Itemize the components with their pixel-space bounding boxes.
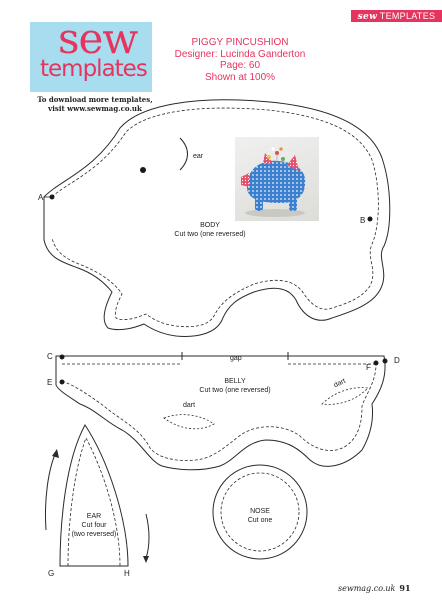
eye-mark	[140, 167, 146, 173]
body-seam-line	[52, 108, 378, 327]
logo-sew: sew	[58, 14, 138, 63]
belly-point-e-mark	[60, 380, 65, 385]
belly-point-c-mark	[60, 355, 65, 360]
dart-left-label: dart	[183, 402, 196, 409]
dart-right-label: dart	[332, 377, 347, 390]
pattern-designer: Designer: Lucinda Ganderton	[174, 48, 306, 60]
header-brand: sew	[357, 12, 378, 22]
belly-point-d-mark	[383, 359, 388, 364]
belly-name: BELLY	[224, 378, 246, 385]
pattern-scale: Shown at 100%	[204, 71, 276, 83]
footer-page-number: 91	[399, 583, 411, 593]
header-section: TEMPLATES	[379, 11, 436, 21]
ear-name: EAR	[86, 513, 102, 520]
dart-left-shape	[164, 415, 214, 429]
ear-outline	[60, 425, 128, 566]
belly-piece	[56, 352, 388, 470]
body-name: BODY	[200, 222, 220, 229]
body-instruction: Cut two (one reversed)	[174, 231, 246, 238]
point-h-label: H	[124, 569, 130, 578]
point-b-label: B	[360, 216, 366, 225]
belly-outline	[56, 356, 385, 470]
nose-instruction: Cut one	[247, 517, 273, 524]
belly-instruction: Cut two (one reversed)	[199, 387, 271, 394]
nose-name: NOSE	[250, 508, 270, 515]
logo-templates: templates	[40, 56, 147, 82]
ear-grain-arrow-right	[146, 514, 149, 558]
ear-instruction-2: (two reversed)	[71, 531, 117, 538]
belly-point-f-mark	[374, 361, 379, 366]
ear-placement-mark	[180, 138, 188, 170]
ear-instruction-1: Cut four	[81, 522, 107, 529]
body-piece	[44, 100, 390, 337]
point-c-label: C	[47, 352, 53, 361]
body-point-a-mark	[50, 195, 55, 200]
pattern-page: Page: 60	[219, 60, 261, 71]
body-outline	[44, 100, 390, 337]
ear-grain-arrow-left	[45, 452, 56, 530]
page-footer	[338, 583, 411, 593]
point-d-label: D	[394, 356, 400, 365]
dart-right-shape	[322, 388, 368, 405]
ear-seam-line	[68, 438, 120, 566]
body-point-b-mark	[368, 217, 373, 222]
point-f-label: F	[366, 363, 371, 372]
point-g-label: G	[48, 569, 55, 578]
point-e-label: E	[47, 378, 53, 387]
pattern-title: PIGGY PINCUSHION	[191, 37, 289, 48]
download-line-1: To download more templates,	[37, 95, 153, 104]
gap-label: gap	[230, 355, 242, 362]
ear-piece	[45, 425, 149, 566]
ear-mark-label: ear	[193, 153, 204, 160]
download-line-2: visit www.sewmag.co.uk	[48, 103, 142, 113]
footer-site: sewmag.co.uk	[338, 584, 396, 593]
point-a-label: A	[38, 193, 44, 202]
